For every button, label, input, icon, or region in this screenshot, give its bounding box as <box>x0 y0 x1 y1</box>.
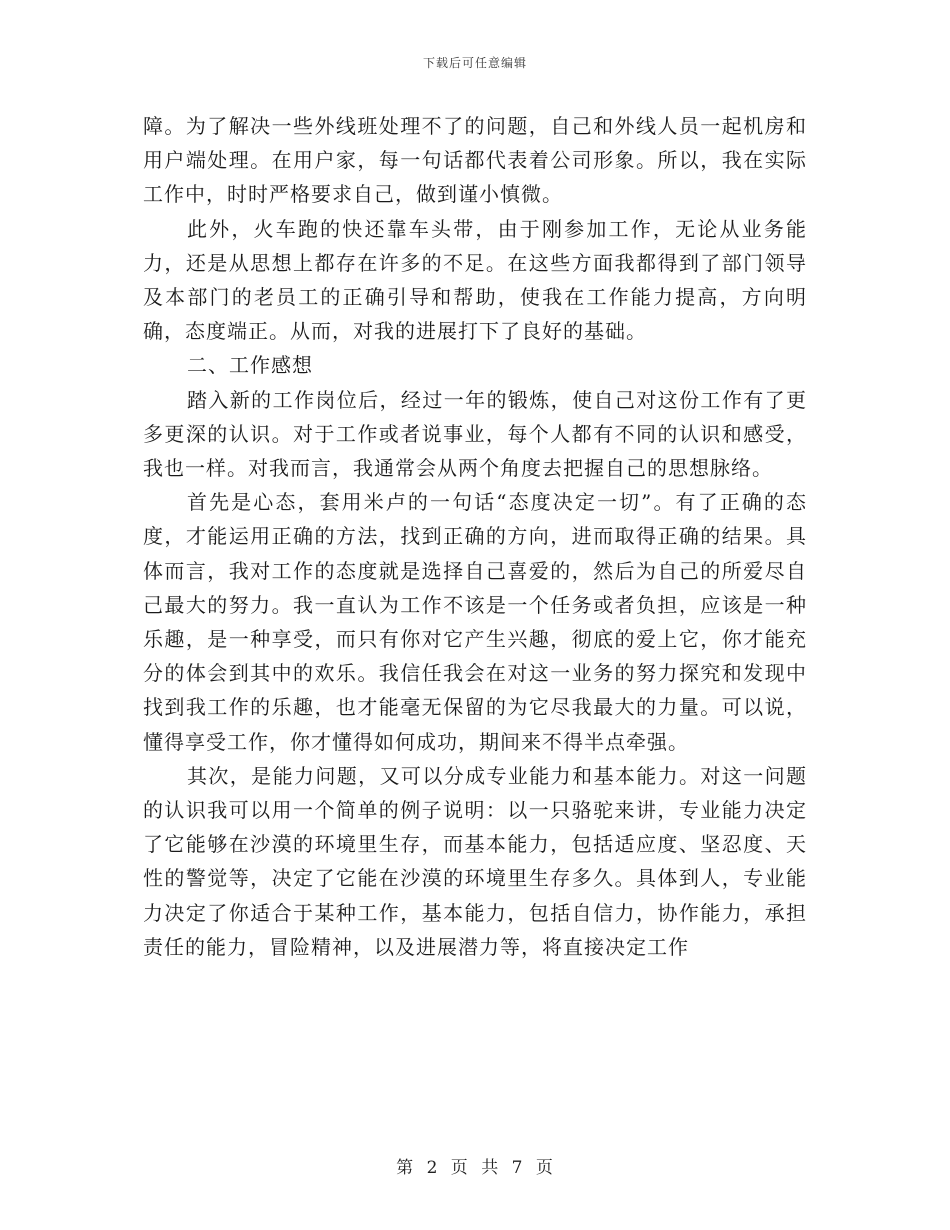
page-header-note: 下载后可任意编辑 <box>422 56 527 70</box>
document-body <box>143 109 807 964</box>
section-heading-work-thoughts: 二、工作感想 <box>187 353 313 378</box>
page-number-footer: 第 2 页 共 7 页 <box>396 1158 554 1178</box>
paragraph-attitude: 首先是心态，套用米卢的一句话“态度决定一切”。有了正确的态度，才能运用正确的方法，找到正确的方向，进而取得正确的结果。具体而言，我对工作的态度就是选择自己喜爱的，然后为自己的所爱尽自己最大的努力。我一直认为工作不该是一个任务或者负担，应该是一种乐趣，是一种享受，而只有你对它产生兴趣，彻底的爱上它，你才能充分的体会到其中的欢乐。我信任我会在对这一业务的努力探究和发现中找到我工作的乐趣，也才能毫无保留的为它尽我最大的力量。可以说，懂得享受工作，你才懂得如何成功，期间来不得半点牵强。 <box>143 490 807 754</box>
paragraph-new-position: 踏入新的工作岗位后，经过一年的锻炼，使自己对这份工作有了更多更深的认识。对于工作或者说事业，每个人都有不同的认识和感受，我也一样。对我而言，我通常会从两个角度去把握自己的思想脉络。 <box>143 387 807 481</box>
paragraph-guidance: 此外，火车跑的快还靠车头带，由于刚参加工作，无论从业务能力，还是从思想上都存在许多的不足。在这些方面我都得到了部门领导及本部门的老员工的正确引导和帮助，使我在工作能力提高，方向明确，态度端正。从而，对我的进展打下了良好的基础。 <box>143 216 807 344</box>
paragraph-continuation: 障。为了解决一些外线班处理不了的问题，自己和外线人员一起机房和用户端处理。在用户家，每一句话都代表着公司形象。所以，我在实际工作中，时时严格要求自己，做到谨小慎微。 <box>143 114 807 207</box>
paragraph-ability: 其次，是能力问题，又可以分成专业能力和基本能力。对这一问题的认识我可以用一个简单的例子说明：以一只骆驼来讲，专业能力决定了它能够在沙漠的环境里生存，而基本能力，包括适应度、坚忍度、天性的警觉等，决定了它能在沙漠的环境里生存多久。具体到人，专业能力决定了你适合于某种工作，基本能力，包括自信力，协作能力，承担责任的能力，冒险精神，以及进展潜力等，将直接决定工作 <box>143 763 807 959</box>
